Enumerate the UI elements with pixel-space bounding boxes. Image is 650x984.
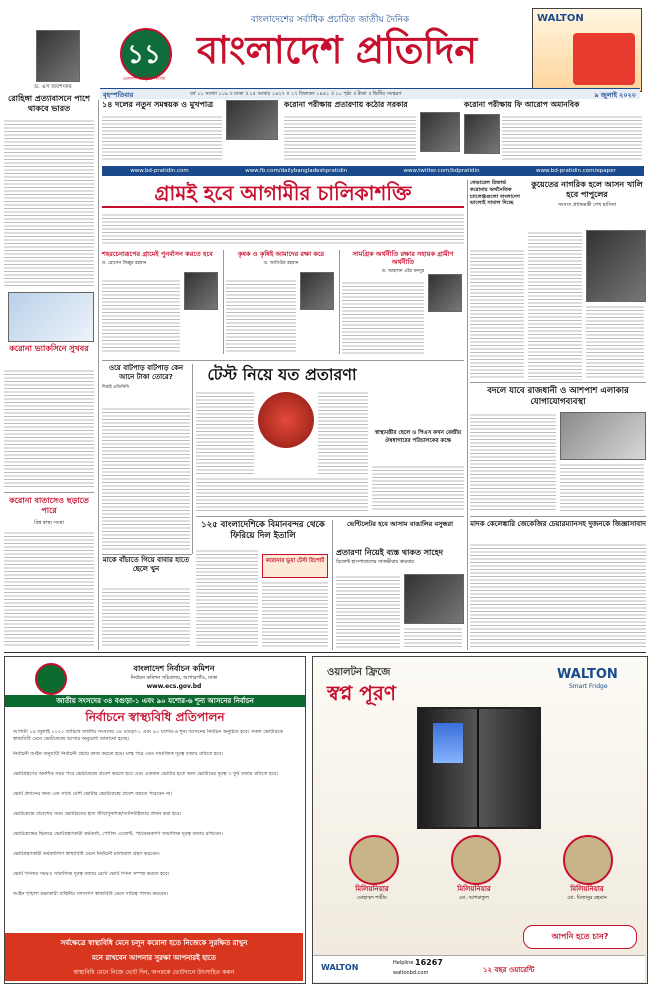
airborne-text <box>4 530 94 648</box>
winner-2 <box>429 835 519 915</box>
sub2-author: ড. আতিউর রহমান <box>263 261 299 266</box>
issue-info: বর্ষ ১১ সংখ্যা ১০৯ ॥ ঢাকা ॥ ২৫ আষাঢ় ১৪২৭ ॥ ১৭ জিলকদ ১৪৪১ ॥ ২০ পৃষ্ঠা ॥ টাকা ॥ দ্বিতীয় সংস্করণ <box>190 90 402 97</box>
ec-bullet-8: আইন শৃঙ্খলা রক্ষাকারী বাহিনীর সদস্যগণ স্বাস্থ্যবিধি মেনে দায়িত্ব পালন করবেন। <box>13 891 169 897</box>
winner-2-name: মো. আশরাফুল <box>459 895 489 901</box>
sub3-headline[interactable]: সামগ্রিক অর্থনীতি রক্ষার সহায়ক গ্রামীণ অর্থনীতি <box>352 250 454 266</box>
ec-bullet-4: ভোটকেন্দ্রে প্রবেশের সময় ভোটারদের হাত জীবাণুনাশক/স্যানিটাইজার প্রদান করা হবে। <box>13 811 182 817</box>
ec-footer-2: মনে রাখবেন আপনার সুরক্ষা আপনারই হাতে <box>92 954 216 962</box>
masthead <box>0 0 650 97</box>
ec-footer <box>5 933 303 981</box>
right-column <box>470 180 646 650</box>
walton-ad[interactable] <box>312 656 648 984</box>
winner-1 <box>327 835 417 915</box>
ec-footer-1: সর্বক্ষেত্রে স্বাস্থ্যবিধি মেনে চলুন করোনা হতে নিজেকে সুরক্ষিত রাখুন <box>60 939 248 947</box>
anniversary-number: ১১ <box>127 40 161 70</box>
winner-3-tag: মিলিয়নিয়ার <box>570 885 604 893</box>
story2-text <box>284 114 416 160</box>
fridge-image <box>417 707 541 829</box>
kuwait-text-2 <box>586 304 644 380</box>
ec-title-1: জাতীয় সংসদের ৩৪ বগুড়া-১ এবং ৯০ যশোর-৬ শূন্য আসনের নির্বাচন <box>5 695 305 707</box>
story-shahed[interactable] <box>336 548 464 650</box>
winner-3-name: মো. মিজানুর রহমান <box>567 895 607 901</box>
shahed-photo <box>404 574 464 624</box>
warranty: ১২ বছর ওয়ারেন্টি <box>483 966 535 974</box>
top-story-2[interactable] <box>284 100 460 164</box>
fed-box[interactable] <box>470 180 524 246</box>
italy-headline[interactable]: ১২৫ বাংলাদেশিকে বিমানবন্দর থেকে ফিরিয়ে দিল ইতালি <box>201 520 325 541</box>
headline-airborne[interactable]: করোনা বাতাসেও ছড়াতে পারে <box>9 496 89 515</box>
url-epaper[interactable]: www.bd-pratidin.com/epaper <box>535 168 616 174</box>
ad-brand-sub: Smart Fridge <box>569 683 608 690</box>
ec-bullet-6: ভোটগ্রহণকারী কর্মকর্তাগণ স্বাস্থ্যবিধি মেনে নির্বাচনী মালামাল গ্রহণ করবেন। <box>13 851 160 857</box>
italy-callout <box>262 554 328 578</box>
ec-org-sub: নির্বাচন কমিশন সচিবালয়, আগারগাঁও, ঢাকা <box>130 675 218 681</box>
kuwait-text <box>528 230 582 380</box>
url-bar <box>102 166 644 176</box>
sub2-headline[interactable]: কৃষক ও কৃষিই আমাদের রক্ষা করে <box>237 250 325 258</box>
story1-text <box>102 114 222 160</box>
shahed-sub: রিজেন্ট হাসপাতালের সাতক্ষীরায় কারবার <box>336 560 414 565</box>
sub3-text <box>342 280 424 354</box>
ec-seal <box>35 663 67 695</box>
test-fraud-headline[interactable]: টেস্ট নিয়ে যত প্রতারণা <box>207 365 357 384</box>
ec-footer-3: স্বাস্থ্যবিধি মেনে নিজে ভোট দিন, অপরকে ভোটদানে উৎসাহিত করুন <box>73 969 235 976</box>
italy-text <box>196 548 258 648</box>
test-text-2 <box>318 390 368 474</box>
transport-headline[interactable]: বদলে যাবে রাজধানী ও আশপাশ এলাকার যোগাযোগব্যবস্থা <box>487 386 629 407</box>
winner-2-tag: মিলিয়নিয়ার <box>457 885 491 893</box>
ec-title-2: নির্বাচনে স্বাস্থ্যবিধি প্রতিপালন <box>85 710 225 724</box>
story2-photo <box>420 112 460 152</box>
sub3-photo <box>428 274 462 312</box>
story3-photo <box>464 114 500 154</box>
fed-text <box>470 248 524 378</box>
vaccine-text <box>4 368 94 488</box>
callout-text: করোনার ভুয়া টেস্ট রিপোর্ট <box>265 558 325 564</box>
headline-test-fraud[interactable]: করোনা পরীক্ষায় প্রতারণায় কঠোর সরকার <box>284 100 408 109</box>
minister-son-headline[interactable]: স্বাস্থ্যমন্ত্রীর ছেলে ও পিএস কখন কেন্দ্রীয় ঔষধাগারের পরিচালকের কক্ষে <box>374 430 462 444</box>
kuwait-sub: সংসদে প্রধানমন্ত্রী শেখ হাসিনা <box>557 202 617 208</box>
minister-son-text <box>372 464 464 510</box>
url-website[interactable]: www.bd-pratidin.com <box>130 168 189 174</box>
kuwait-story[interactable] <box>528 180 646 210</box>
kuwait-headline[interactable]: কুয়েতের নাগরিক হলে আসন খালি হবে পাপুলের <box>531 180 643 199</box>
mother-headline[interactable]: মাকে বাঁচাতে গিয়ে বাবার হাতে ছেলে খুন <box>102 556 190 573</box>
ec-bullet-2: ভোটগ্রহণের অনধিক সময় পরে ভোটকেন্দ্রে প্রবেশ করতে হবে এবং একজন ভোটার হতে অন্য ভোটারের দূরত্ব ৩ ফুট বজায় রাখতে হবে। <box>13 771 279 777</box>
ad-footer <box>313 955 645 982</box>
story-italy[interactable] <box>196 520 330 650</box>
ec-bullet-1: নির্বাচনী আইন অনুযায়ী নির্বাচনী প্রচার কাজ করতে হবে। মাস্ক পরে এবং সামাজিক দূরত্ব বজায় রাখতে হবে। <box>13 751 224 757</box>
shahed-text <box>336 574 400 648</box>
ad-slogan: স্বপ্ন পূরণ <box>327 681 396 705</box>
ad-footer-logo: WALTON <box>321 963 359 972</box>
ad-graphic <box>573 33 635 85</box>
ec-bullet-7: ভোট গণনার সময়ও সামাজিক দূরত্ব বজায় রেখে ভোট গণনা সম্পন্ন করতে হবে। <box>13 871 170 877</box>
byline-name: ড. এস জয়শংকর <box>34 84 72 90</box>
cheat-headline[interactable]: ওরে বাটপাড় বাটপাড় কেন আনে টাকা তোরে? <box>108 364 184 381</box>
ec-bullets <box>13 751 297 921</box>
headline-14-party[interactable]: ১৪ দলের নতুন সমন্বয়ক ও মুখপাত্র <box>102 100 214 109</box>
lead-sub-1[interactable] <box>102 250 220 358</box>
story1-photo <box>226 100 278 140</box>
rohingya-text <box>4 118 94 288</box>
pm-photo <box>586 230 646 302</box>
ec-bullet-5: ভোটকেন্দ্রের ভিতরে ভোটগ্রহণকারী কর্মকর্তা, পোলিং এজেন্ট, পর্যবেক্ষকগণ সামাজিক দূরত্ব বজায় রাখবেন। <box>13 831 223 837</box>
sub3-author: ড. আহসান এইচ মনসুর <box>381 269 425 274</box>
story3-text <box>502 114 642 160</box>
top-story-1[interactable] <box>102 100 280 164</box>
transport-text <box>470 412 556 512</box>
vaccine-photo <box>8 292 94 342</box>
lead-sub-3[interactable] <box>342 250 464 358</box>
ec-org: বাংলাদেশ নির্বাচন কমিশন <box>133 664 215 673</box>
transport-photo <box>560 412 646 460</box>
story-cheat[interactable] <box>102 364 190 552</box>
sub1-text <box>102 278 180 354</box>
headline-vaccine[interactable]: করোনা ভ্যাকসিনে সুখবর <box>9 344 89 353</box>
logo[interactable]: বাংলাদেশ প্রতিদিন <box>196 27 478 72</box>
lead-headline[interactable]: গ্রামই হবে আগামীর চালিকাশক্তি <box>102 180 464 208</box>
ad-title: ওয়ালটন ফ্রিজে <box>327 667 391 678</box>
hotline-label: Helpline <box>393 960 414 966</box>
ec-intro: আগামী ১৪ জুলাই ২০২০ তারিখে জাতীয় সংসদের ৩৪ বগুড়া-১ এবং ৯০ যশোর-৬ শূন্য আসনের নির্বাচন অনুষ্ঠিত হবে। সকল ভোটারকে স্বাস্থ্যবিধি মেনে ভোটকেন্দ্রে আসার অনুরোধ জানানো হচ্ছে। <box>13 729 283 742</box>
hotline-number[interactable]: 16267 <box>415 958 443 967</box>
ad-site[interactable]: waltonbd.com <box>393 970 429 976</box>
sub1-headline[interactable]: শহরচেনারূপের গ্রামেই পুনর্বাসন করতে হবে <box>102 250 213 258</box>
test-text-3 <box>196 476 368 512</box>
winner-3 <box>539 835 635 915</box>
left-column <box>4 84 96 649</box>
walton-logo: WALTON <box>537 13 584 24</box>
jkg-headline[interactable]: মাদক কেলেঙ্কারি জেকেজির চেয়ারম্যানসহ দুজনকে জিজ্ঞাসাবাদ <box>470 520 646 528</box>
airborne-sub: বিশ্ব স্বাস্থ্য সংস্থা <box>34 520 64 526</box>
story-mother[interactable] <box>102 556 190 650</box>
anniversary-badge <box>106 28 182 86</box>
ec-notice <box>4 656 306 984</box>
ad-cta[interactable]: আপনি হতে চান? <box>523 925 637 949</box>
top-ad[interactable] <box>532 8 642 92</box>
ec-bullet-3: ভোট প্রদানের জন্য এক সাথে বেশি ভোটার ভোটকেন্দ্রে প্রবেশ করতে পারবেন না। <box>13 791 173 797</box>
headline-rohingya[interactable]: রোহিঙ্গা প্রত্যাবাসনে পাশে থাকবে ভারত <box>7 94 90 113</box>
sub2-photo <box>300 272 334 310</box>
jkg-text <box>470 542 646 648</box>
tagline: বাংলাদেশের সর্বাধিক প্রচারিত জাতীয় দৈনিক <box>250 15 410 25</box>
mother-text <box>102 586 190 648</box>
ec-url[interactable]: www.ecs.gov.bd <box>146 683 202 690</box>
headline-test-fee[interactable]: করোনা পরীক্ষায় ফি আরোপ অমানবিক <box>464 100 580 109</box>
top-story-3[interactable] <box>464 100 644 164</box>
url-facebook[interactable]: www.fb.com/dailybangladeshpratidin <box>245 168 348 174</box>
sub2-text <box>226 278 296 354</box>
fed-kicker[interactable]: ফেডারেল রিজার্ভ করোনায় অর্থনৈতিক চ্যালেঞ্জগুলো বাংলাদেশ ভালোই সামাল দিচ্ছে <box>470 180 520 207</box>
anniversary-caption: একাদশ বর্ষপূর্তি সংখ্যা <box>122 76 166 82</box>
main-test-story[interactable] <box>196 364 464 514</box>
winner-1-tag: মিলিয়নিয়ার <box>355 885 389 893</box>
day: বৃহস্পতিবার <box>103 91 134 99</box>
url-twitter[interactable]: www.twitter.com/bdpratidin <box>403 168 480 174</box>
ventilator-headline[interactable]: ভেন্টিলেটর হবে আসাম বাঙালির বসুন্ধরা <box>346 520 454 528</box>
cheat-text <box>102 406 190 550</box>
byline-photo <box>36 30 80 82</box>
shahed-text-2 <box>404 626 462 648</box>
sub1-photo <box>184 272 218 310</box>
lead-story[interactable] <box>102 180 464 358</box>
lead-sub-2[interactable] <box>226 250 336 358</box>
ad-brand: WALTON <box>557 667 618 682</box>
italy-text-2 <box>262 580 328 648</box>
date: ৯ জুলাই ২০২০ <box>594 91 636 99</box>
winner-1-name: মোহাম্মদ শামীম <box>357 895 387 901</box>
lead-intro-text <box>102 212 464 246</box>
date-strip <box>100 88 640 99</box>
sub1-author: ড. হোসেন জিল্লুর রহমান <box>102 261 147 266</box>
cheat-sub: দিরাই প্রতিনিধি <box>102 385 130 390</box>
test-text-1 <box>196 390 254 474</box>
transport-text-2 <box>560 462 644 512</box>
virus-graphic <box>258 392 314 448</box>
shahed-headline[interactable]: প্রতারণা নিয়েই ব্যস্ত থাকত সাহেদ <box>336 548 443 557</box>
